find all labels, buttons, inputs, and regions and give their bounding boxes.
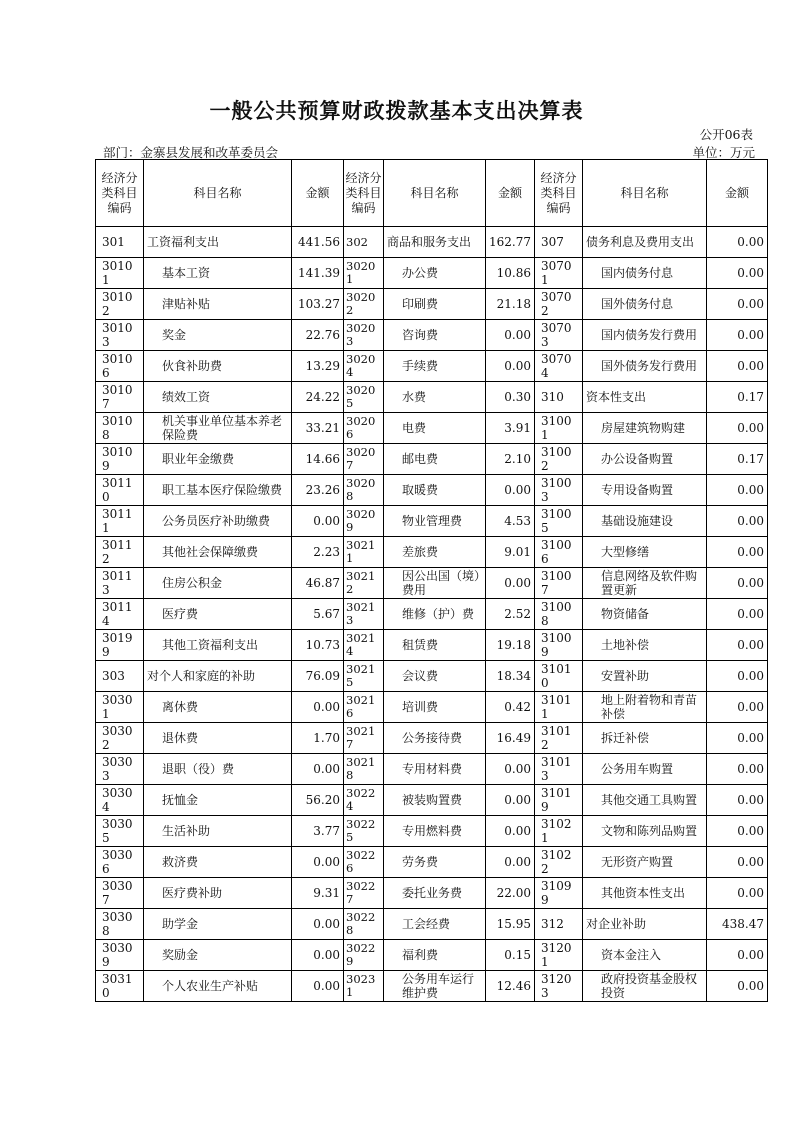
amount-cell: 0.00 — [707, 661, 768, 692]
amount-cell: 2.52 — [486, 599, 535, 630]
code-cell: 30111 — [96, 506, 144, 537]
amount-cell: 0.00 — [707, 537, 768, 568]
code-cell: 30205 — [344, 382, 384, 413]
name-cell: 基础设施建设 — [583, 506, 707, 537]
table-row — [96, 909, 768, 940]
name-cell: 咨询费 — [384, 320, 486, 351]
amount-cell: 0.00 — [292, 971, 344, 1002]
amount-cell: 0.00 — [707, 289, 768, 320]
table-row — [96, 289, 768, 320]
code-cell: 31006 — [535, 537, 583, 568]
amount-cell: 0.30 — [486, 382, 535, 413]
amount-cell: 0.00 — [707, 413, 768, 444]
code-cell: 30103 — [96, 320, 144, 351]
name-cell: 印刷费 — [384, 289, 486, 320]
amount-cell: 0.00 — [292, 940, 344, 971]
amount-cell: 21.18 — [486, 289, 535, 320]
code-cell: 302 — [344, 227, 384, 258]
name-cell: 土地补偿 — [583, 630, 707, 661]
name-cell: 抚恤金 — [144, 785, 292, 816]
code-cell: 31010 — [535, 661, 583, 692]
amount-cell: 0.00 — [707, 847, 768, 878]
name-cell: 资本金注入 — [583, 940, 707, 971]
table-row — [96, 785, 768, 816]
amount-cell: 14.66 — [292, 444, 344, 475]
code-cell: 31013 — [535, 754, 583, 785]
name-cell: 拆迁补偿 — [583, 723, 707, 754]
amount-cell: 22.76 — [292, 320, 344, 351]
name-cell: 职业年金缴费 — [144, 444, 292, 475]
code-cell: 30305 — [96, 816, 144, 847]
header-code-1: 经济分类科目编码 — [96, 160, 144, 227]
name-cell: 安置补助 — [583, 661, 707, 692]
code-cell: 30227 — [344, 878, 384, 909]
amount-cell: 0.00 — [707, 971, 768, 1002]
name-cell: 个人农业生产补贴 — [144, 971, 292, 1002]
table-row — [96, 661, 768, 692]
amount-cell: 0.00 — [707, 227, 768, 258]
amount-cell: 0.00 — [707, 568, 768, 599]
name-cell: 医疗费补助 — [144, 878, 292, 909]
header-code-3: 经济分类科目编码 — [535, 160, 583, 227]
amount-cell: 0.00 — [707, 816, 768, 847]
table-row — [96, 568, 768, 599]
code-cell: 30102 — [96, 289, 144, 320]
amount-cell: 438.47 — [707, 909, 768, 940]
amount-cell: 0.00 — [292, 692, 344, 723]
unit-label: 单位：万元 — [692, 145, 755, 160]
code-cell: 30301 — [96, 692, 144, 723]
name-cell: 会议费 — [384, 661, 486, 692]
name-cell: 资本性支出 — [583, 382, 707, 413]
name-cell: 其他交通工具购置 — [583, 785, 707, 816]
code-cell: 30211 — [344, 537, 384, 568]
name-cell: 津贴补贴 — [144, 289, 292, 320]
code-cell: 30231 — [344, 971, 384, 1002]
amount-cell: 76.09 — [292, 661, 344, 692]
name-cell: 离休费 — [144, 692, 292, 723]
code-cell: 31019 — [535, 785, 583, 816]
amount-cell: 2.10 — [486, 444, 535, 475]
table-row — [96, 475, 768, 506]
code-cell: 30226 — [344, 847, 384, 878]
code-cell: 30204 — [344, 351, 384, 382]
amount-cell: 0.00 — [707, 692, 768, 723]
header-amount-1: 金额 — [292, 160, 344, 227]
code-cell: 301 — [96, 227, 144, 258]
code-cell: 30212 — [344, 568, 384, 599]
amount-cell: 0.00 — [486, 754, 535, 785]
amount-cell: 9.31 — [292, 878, 344, 909]
name-cell: 被装购置费 — [384, 785, 486, 816]
amount-cell: 0.00 — [486, 847, 535, 878]
table-row — [96, 506, 768, 537]
code-cell: 30703 — [535, 320, 583, 351]
code-cell: 30213 — [344, 599, 384, 630]
name-cell: 取暖费 — [384, 475, 486, 506]
table-row — [96, 227, 768, 258]
name-cell: 对企业补助 — [583, 909, 707, 940]
amount-cell: 0.00 — [486, 816, 535, 847]
code-cell: 31002 — [535, 444, 583, 475]
table-row — [96, 971, 768, 1002]
amount-cell: 46.87 — [292, 568, 344, 599]
code-cell: 31005 — [535, 506, 583, 537]
name-cell: 公务接待费 — [384, 723, 486, 754]
amount-cell: 3.77 — [292, 816, 344, 847]
amount-cell: 5.67 — [292, 599, 344, 630]
name-cell: 委托业务费 — [384, 878, 486, 909]
name-cell: 国外债务发行费用 — [583, 351, 707, 382]
amount-cell: 0.00 — [486, 320, 535, 351]
amount-cell: 0.00 — [292, 506, 344, 537]
code-cell: 30701 — [535, 258, 583, 289]
code-cell: 30216 — [344, 692, 384, 723]
name-cell: 专用设备购置 — [583, 475, 707, 506]
header-amount-3: 金额 — [707, 160, 768, 227]
code-cell: 30224 — [344, 785, 384, 816]
code-cell: 30225 — [344, 816, 384, 847]
code-cell: 30199 — [96, 630, 144, 661]
code-cell: 31009 — [535, 630, 583, 661]
name-cell: 无形资产购置 — [583, 847, 707, 878]
code-cell: 30106 — [96, 351, 144, 382]
code-cell: 31021 — [535, 816, 583, 847]
header-code-2: 经济分类科目编码 — [344, 160, 384, 227]
amount-cell: 0.00 — [707, 351, 768, 382]
code-cell: 30214 — [344, 630, 384, 661]
code-cell: 31003 — [535, 475, 583, 506]
code-cell: 310 — [535, 382, 583, 413]
table-row — [96, 599, 768, 630]
amount-cell: 0.00 — [707, 940, 768, 971]
name-cell: 对个人和家庭的补助 — [144, 661, 292, 692]
name-cell: 工资福利支出 — [144, 227, 292, 258]
table-row — [96, 413, 768, 444]
name-cell: 奖金 — [144, 320, 292, 351]
name-cell: 国外债务付息 — [583, 289, 707, 320]
table-header-row — [96, 160, 768, 227]
name-cell: 助学金 — [144, 909, 292, 940]
name-cell: 办公费 — [384, 258, 486, 289]
name-cell: 培训费 — [384, 692, 486, 723]
code-cell: 307 — [535, 227, 583, 258]
name-cell: 公务用车购置 — [583, 754, 707, 785]
code-cell: 312 — [535, 909, 583, 940]
name-cell: 因公出国（境）费用 — [384, 568, 486, 599]
table-row — [96, 692, 768, 723]
name-cell: 政府投资基金股权投资 — [583, 971, 707, 1002]
name-cell: 物资储备 — [583, 599, 707, 630]
name-cell: 退职（役）费 — [144, 754, 292, 785]
amount-cell: 441.56 — [292, 227, 344, 258]
code-cell: 31007 — [535, 568, 583, 599]
amount-cell: 22.00 — [486, 878, 535, 909]
name-cell: 大型修缮 — [583, 537, 707, 568]
page-title: 一般公共预算财政拨款基本支出决算表 — [209, 99, 584, 123]
name-cell: 生活补助 — [144, 816, 292, 847]
amount-cell: 0.17 — [707, 382, 768, 413]
code-cell: 30217 — [344, 723, 384, 754]
amount-cell: 0.42 — [486, 692, 535, 723]
code-cell: 30112 — [96, 537, 144, 568]
table-row — [96, 382, 768, 413]
amount-cell: 0.00 — [292, 909, 344, 940]
amount-cell: 12.46 — [486, 971, 535, 1002]
amount-cell: 10.73 — [292, 630, 344, 661]
amount-cell: 3.91 — [486, 413, 535, 444]
amount-cell: 0.00 — [707, 630, 768, 661]
header-amount-2: 金额 — [486, 160, 535, 227]
name-cell: 职工基本医疗保险缴费 — [144, 475, 292, 506]
name-cell: 信息网络及软件购置更新 — [583, 568, 707, 599]
code-cell: 30304 — [96, 785, 144, 816]
name-cell: 债务利息及费用支出 — [583, 227, 707, 258]
table-row — [96, 847, 768, 878]
name-cell: 文物和陈列品购置 — [583, 816, 707, 847]
code-cell: 31008 — [535, 599, 583, 630]
amount-cell: 0.17 — [707, 444, 768, 475]
name-cell: 公务用车运行维护费 — [384, 971, 486, 1002]
form-number: 公开06表 — [699, 127, 753, 142]
code-cell: 30702 — [535, 289, 583, 320]
amount-cell: 1.70 — [292, 723, 344, 754]
amount-cell: 0.00 — [486, 351, 535, 382]
code-cell: 31201 — [535, 940, 583, 971]
name-cell: 劳务费 — [384, 847, 486, 878]
code-cell: 30206 — [344, 413, 384, 444]
name-cell: 专用材料费 — [384, 754, 486, 785]
amount-cell: 2.23 — [292, 537, 344, 568]
name-cell: 租赁费 — [384, 630, 486, 661]
name-cell: 办公设备购置 — [583, 444, 707, 475]
name-cell: 绩效工资 — [144, 382, 292, 413]
amount-cell: 0.00 — [486, 785, 535, 816]
amount-cell: 13.29 — [292, 351, 344, 382]
code-cell: 30228 — [344, 909, 384, 940]
amount-cell: 33.21 — [292, 413, 344, 444]
name-cell: 伙食补助费 — [144, 351, 292, 382]
name-cell: 其他社会保障缴费 — [144, 537, 292, 568]
table-row — [96, 444, 768, 475]
amount-cell: 0.00 — [707, 320, 768, 351]
amount-cell: 10.86 — [486, 258, 535, 289]
table-row — [96, 537, 768, 568]
code-cell: 303 — [96, 661, 144, 692]
amount-cell: 0.00 — [707, 506, 768, 537]
code-cell: 31022 — [535, 847, 583, 878]
name-cell: 工会经费 — [384, 909, 486, 940]
code-cell: 30704 — [535, 351, 583, 382]
amount-cell: 0.00 — [707, 475, 768, 506]
amount-cell: 141.39 — [292, 258, 344, 289]
code-cell: 30114 — [96, 599, 144, 630]
code-cell: 30306 — [96, 847, 144, 878]
name-cell: 救济费 — [144, 847, 292, 878]
code-cell: 30207 — [344, 444, 384, 475]
amount-cell: 162.77 — [486, 227, 535, 258]
name-cell: 水费 — [384, 382, 486, 413]
name-cell: 差旅费 — [384, 537, 486, 568]
name-cell: 基本工资 — [144, 258, 292, 289]
amount-cell: 18.34 — [486, 661, 535, 692]
amount-cell: 0.00 — [292, 847, 344, 878]
amount-cell: 0.00 — [292, 754, 344, 785]
table-row — [96, 878, 768, 909]
table-row — [96, 754, 768, 785]
code-cell: 30302 — [96, 723, 144, 754]
table-row — [96, 816, 768, 847]
name-cell: 奖励金 — [144, 940, 292, 971]
table-row — [96, 351, 768, 382]
name-cell: 房屋建筑物购建 — [583, 413, 707, 444]
amount-cell: 0.00 — [707, 599, 768, 630]
code-cell: 30308 — [96, 909, 144, 940]
table-row — [96, 940, 768, 971]
code-cell: 31099 — [535, 878, 583, 909]
amount-cell: 103.27 — [292, 289, 344, 320]
name-cell: 物业管理费 — [384, 506, 486, 537]
amount-cell: 23.26 — [292, 475, 344, 506]
amount-cell: 15.95 — [486, 909, 535, 940]
code-cell: 30101 — [96, 258, 144, 289]
expenditure-table — [95, 159, 768, 1002]
name-cell: 公务员医疗补助缴费 — [144, 506, 292, 537]
name-cell: 地上附着物和青苗补偿 — [583, 692, 707, 723]
code-cell: 30107 — [96, 382, 144, 413]
amount-cell: 19.18 — [486, 630, 535, 661]
name-cell: 住房公积金 — [144, 568, 292, 599]
name-cell: 医疗费 — [144, 599, 292, 630]
header-name-1: 科目名称 — [144, 160, 292, 227]
code-cell: 31203 — [535, 971, 583, 1002]
code-cell: 30203 — [344, 320, 384, 351]
header-name-2: 科目名称 — [384, 160, 486, 227]
name-cell: 电费 — [384, 413, 486, 444]
name-cell: 邮电费 — [384, 444, 486, 475]
amount-cell: 56.20 — [292, 785, 344, 816]
code-cell: 30202 — [344, 289, 384, 320]
name-cell: 退休费 — [144, 723, 292, 754]
table-row — [96, 630, 768, 661]
code-cell: 31001 — [535, 413, 583, 444]
code-cell: 30215 — [344, 661, 384, 692]
amount-cell: 16.49 — [486, 723, 535, 754]
code-cell: 30110 — [96, 475, 144, 506]
table-row — [96, 258, 768, 289]
amount-cell: 0.15 — [486, 940, 535, 971]
amount-cell: 24.22 — [292, 382, 344, 413]
table-row — [96, 723, 768, 754]
name-cell: 其他资本性支出 — [583, 878, 707, 909]
code-cell: 30209 — [344, 506, 384, 537]
name-cell: 其他工资福利支出 — [144, 630, 292, 661]
amount-cell: 0.00 — [707, 723, 768, 754]
amount-cell: 4.53 — [486, 506, 535, 537]
amount-cell: 9.01 — [486, 537, 535, 568]
code-cell: 31012 — [535, 723, 583, 754]
name-cell: 福利费 — [384, 940, 486, 971]
name-cell: 商品和服务支出 — [384, 227, 486, 258]
name-cell: 国内债务付息 — [583, 258, 707, 289]
code-cell: 30229 — [344, 940, 384, 971]
table-row — [96, 320, 768, 351]
name-cell: 手续费 — [384, 351, 486, 382]
amount-cell: 0.00 — [707, 785, 768, 816]
code-cell: 30108 — [96, 413, 144, 444]
code-cell: 30309 — [96, 940, 144, 971]
code-cell: 30113 — [96, 568, 144, 599]
code-cell: 30218 — [344, 754, 384, 785]
code-cell: 30310 — [96, 971, 144, 1002]
code-cell: 30303 — [96, 754, 144, 785]
amount-cell: 0.00 — [707, 754, 768, 785]
name-cell: 机关事业单位基本养老保险费 — [144, 413, 292, 444]
name-cell: 维修（护）费 — [384, 599, 486, 630]
header-name-3: 科目名称 — [583, 160, 707, 227]
amount-cell: 0.00 — [486, 568, 535, 599]
name-cell: 国内债务发行费用 — [583, 320, 707, 351]
code-cell: 30109 — [96, 444, 144, 475]
code-cell: 31011 — [535, 692, 583, 723]
department-label: 部门：金寨县发展和改革委员会 — [103, 145, 279, 160]
code-cell: 30208 — [344, 475, 384, 506]
amount-cell: 0.00 — [486, 475, 535, 506]
name-cell: 专用燃料费 — [384, 816, 486, 847]
amount-cell: 0.00 — [707, 878, 768, 909]
amount-cell: 0.00 — [707, 258, 768, 289]
code-cell: 30201 — [344, 258, 384, 289]
code-cell: 30307 — [96, 878, 144, 909]
